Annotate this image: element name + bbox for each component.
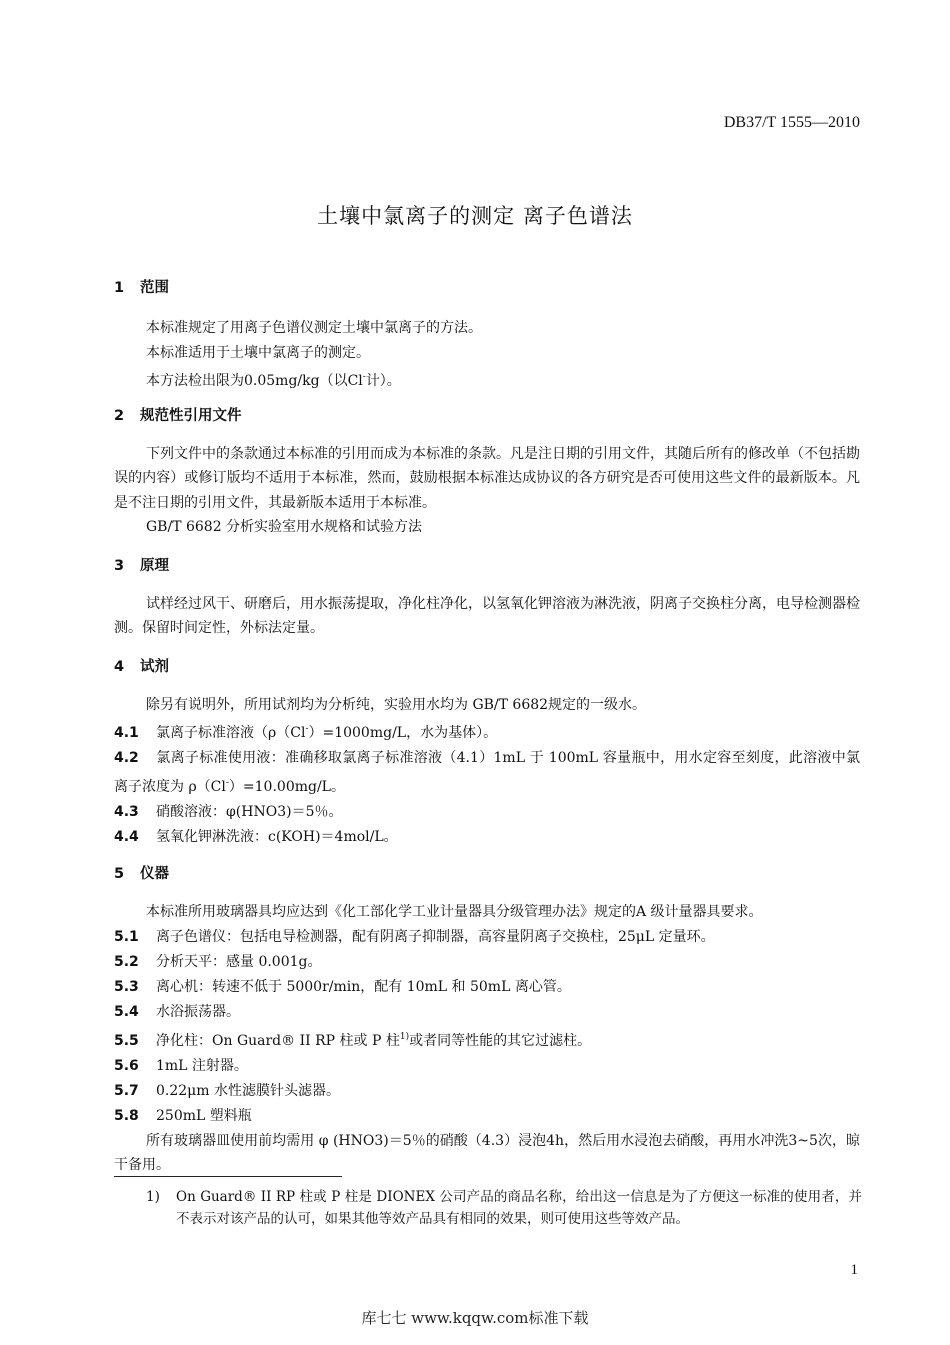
footnote-divider — [114, 1176, 342, 1177]
clause-item: 5.3 离心机：转速不低于 5000r/min，配有 10mL 和 50mL 离心管。 — [114, 978, 571, 995]
section-number: 1 — [114, 280, 125, 296]
section-number: 4 — [114, 658, 125, 675]
paragraph: 试样经过风干、研磨后，用水振荡提取，净化柱净化，以氢氧化钾溶液为淋洗液，阴离子交换柱分离，电导检测器检测。保留时间定性，外标法定量。 — [114, 595, 860, 636]
clause-item: 4.3 硝酸溶液：φ(HNO3)＝5％。 — [114, 804, 343, 820]
standard-code: DB37/T 1555—2010 — [723, 114, 860, 131]
clause-item: 4.2 氯离子标准使用液：准确移取氯离子标准溶液（4.1）1mL 于 100mL 容量瓶中，用水定容至刻度，此溶液中氯离子浓度为 ρ（Cl-）=10.00mg/L。 — [114, 750, 860, 795]
section-heading-apparatus — [114, 862, 860, 886]
section-heading-scope — [114, 276, 860, 300]
paragraph: 本标准规定了用离子色谱仪测定土壤中氯离子的方法。 — [146, 320, 482, 336]
section-title: 仪器 — [140, 866, 169, 882]
section-number: 5 — [114, 866, 125, 882]
footnote — [146, 1186, 862, 1230]
clause-item: 4.4 氢氧化钾淋洗液：c(KOH)＝4mol/L。 — [114, 829, 398, 845]
section-title: 试剂 — [140, 658, 169, 675]
footnote-mark: 1) — [146, 1189, 160, 1205]
section-heading-references — [114, 404, 860, 428]
download-watermark: 库七七 www.kqqw.com标准下载 — [361, 1309, 589, 1327]
document-body — [114, 276, 860, 1178]
clause-item: 5.1 离子色谱仪：包括电导检测器，配有阴离子抑制器，高容量阴离子交换柱，25μL 定量环。 — [114, 928, 715, 945]
clause-item: 5.2 分析天平：感量 0.001g。 — [114, 953, 322, 970]
page-number: 1 — [850, 1262, 858, 1278]
paragraph: 所有玻璃器皿使用前均需用 φ (HNO3)＝5％的硝酸（4.3）浸泡4h，然后用水浸泡去硝酸，再用水冲洗3~5次，晾干备用。 — [114, 1132, 860, 1173]
section-number: 3 — [114, 557, 125, 574]
paragraph: 本方法检出限为0.05mg/kg（以Cl-计）。 — [146, 372, 401, 389]
clause-item: 5.6 1mL 注射器。 — [114, 1057, 248, 1074]
reference-item: GB/T 6682 分析实验室用水规格和试验方法 — [146, 519, 423, 535]
section-heading-principle — [114, 554, 860, 578]
paragraph: 本标准适用于土壤中氯离子的测定。 — [146, 344, 370, 361]
section-title: 原理 — [140, 557, 169, 574]
document-title: 土壤中氯离子的测定 离子色谱法 — [317, 204, 633, 228]
section-title: 规范性引用文件 — [140, 407, 242, 424]
section-title: 范围 — [140, 280, 169, 296]
paragraph: 本标准所用玻璃器具均应达到《化工部化学工业计量器具分级管理办法》规定的A 级计量器具要求。 — [146, 904, 763, 920]
clause-item: 5.8 250mL 塑料瓶 — [114, 1107, 252, 1124]
paragraph: 下列文件中的条款通过本标准的引用而成为本标准的条款。凡是注日期的引用文件，其随后所有的修改单（不包括勘误的内容）或修订版均不适用于本标准，然而，鼓励根据本标准达成协议的各方研究是否可使用这些文件的最新版本。凡是不注日期的引用文件，其最新版本适用于本标准。 — [114, 445, 860, 511]
clause-item: 4.1 氯离子标准溶液（ρ（Cl-）=1000mg/L，水为基体）。 — [114, 724, 498, 741]
section-heading-reagents — [114, 655, 860, 679]
footnote-reference: 1) — [399, 1031, 410, 1042]
clause-item: 5.5 净化柱：On Guard® II RP 柱或 P 柱$^{1)}$或者同等性能的其它过滤柱。 — [114, 1031, 592, 1049]
section-number: 2 — [114, 407, 125, 424]
clause-item: 5.7 0.22μm 水性滤膜针头滤器。 — [114, 1082, 340, 1099]
clause-item: 5.4 水浴振荡器。 — [114, 1003, 240, 1020]
footnote-text: On Guard® II RP 柱或 P 柱是 DIONEX 公司产品的商品名称，给出这一信息是为了方便这一标准的使用者，并不表示对该产品的认可，如果其他等效产品具有相同的效果，则可使用这些等效产品。 — [176, 1189, 862, 1227]
paragraph: 除另有说明外，所用试剂均为分析纯，实验用水均为 GB/T 6682规定的一级水。 — [146, 696, 647, 713]
